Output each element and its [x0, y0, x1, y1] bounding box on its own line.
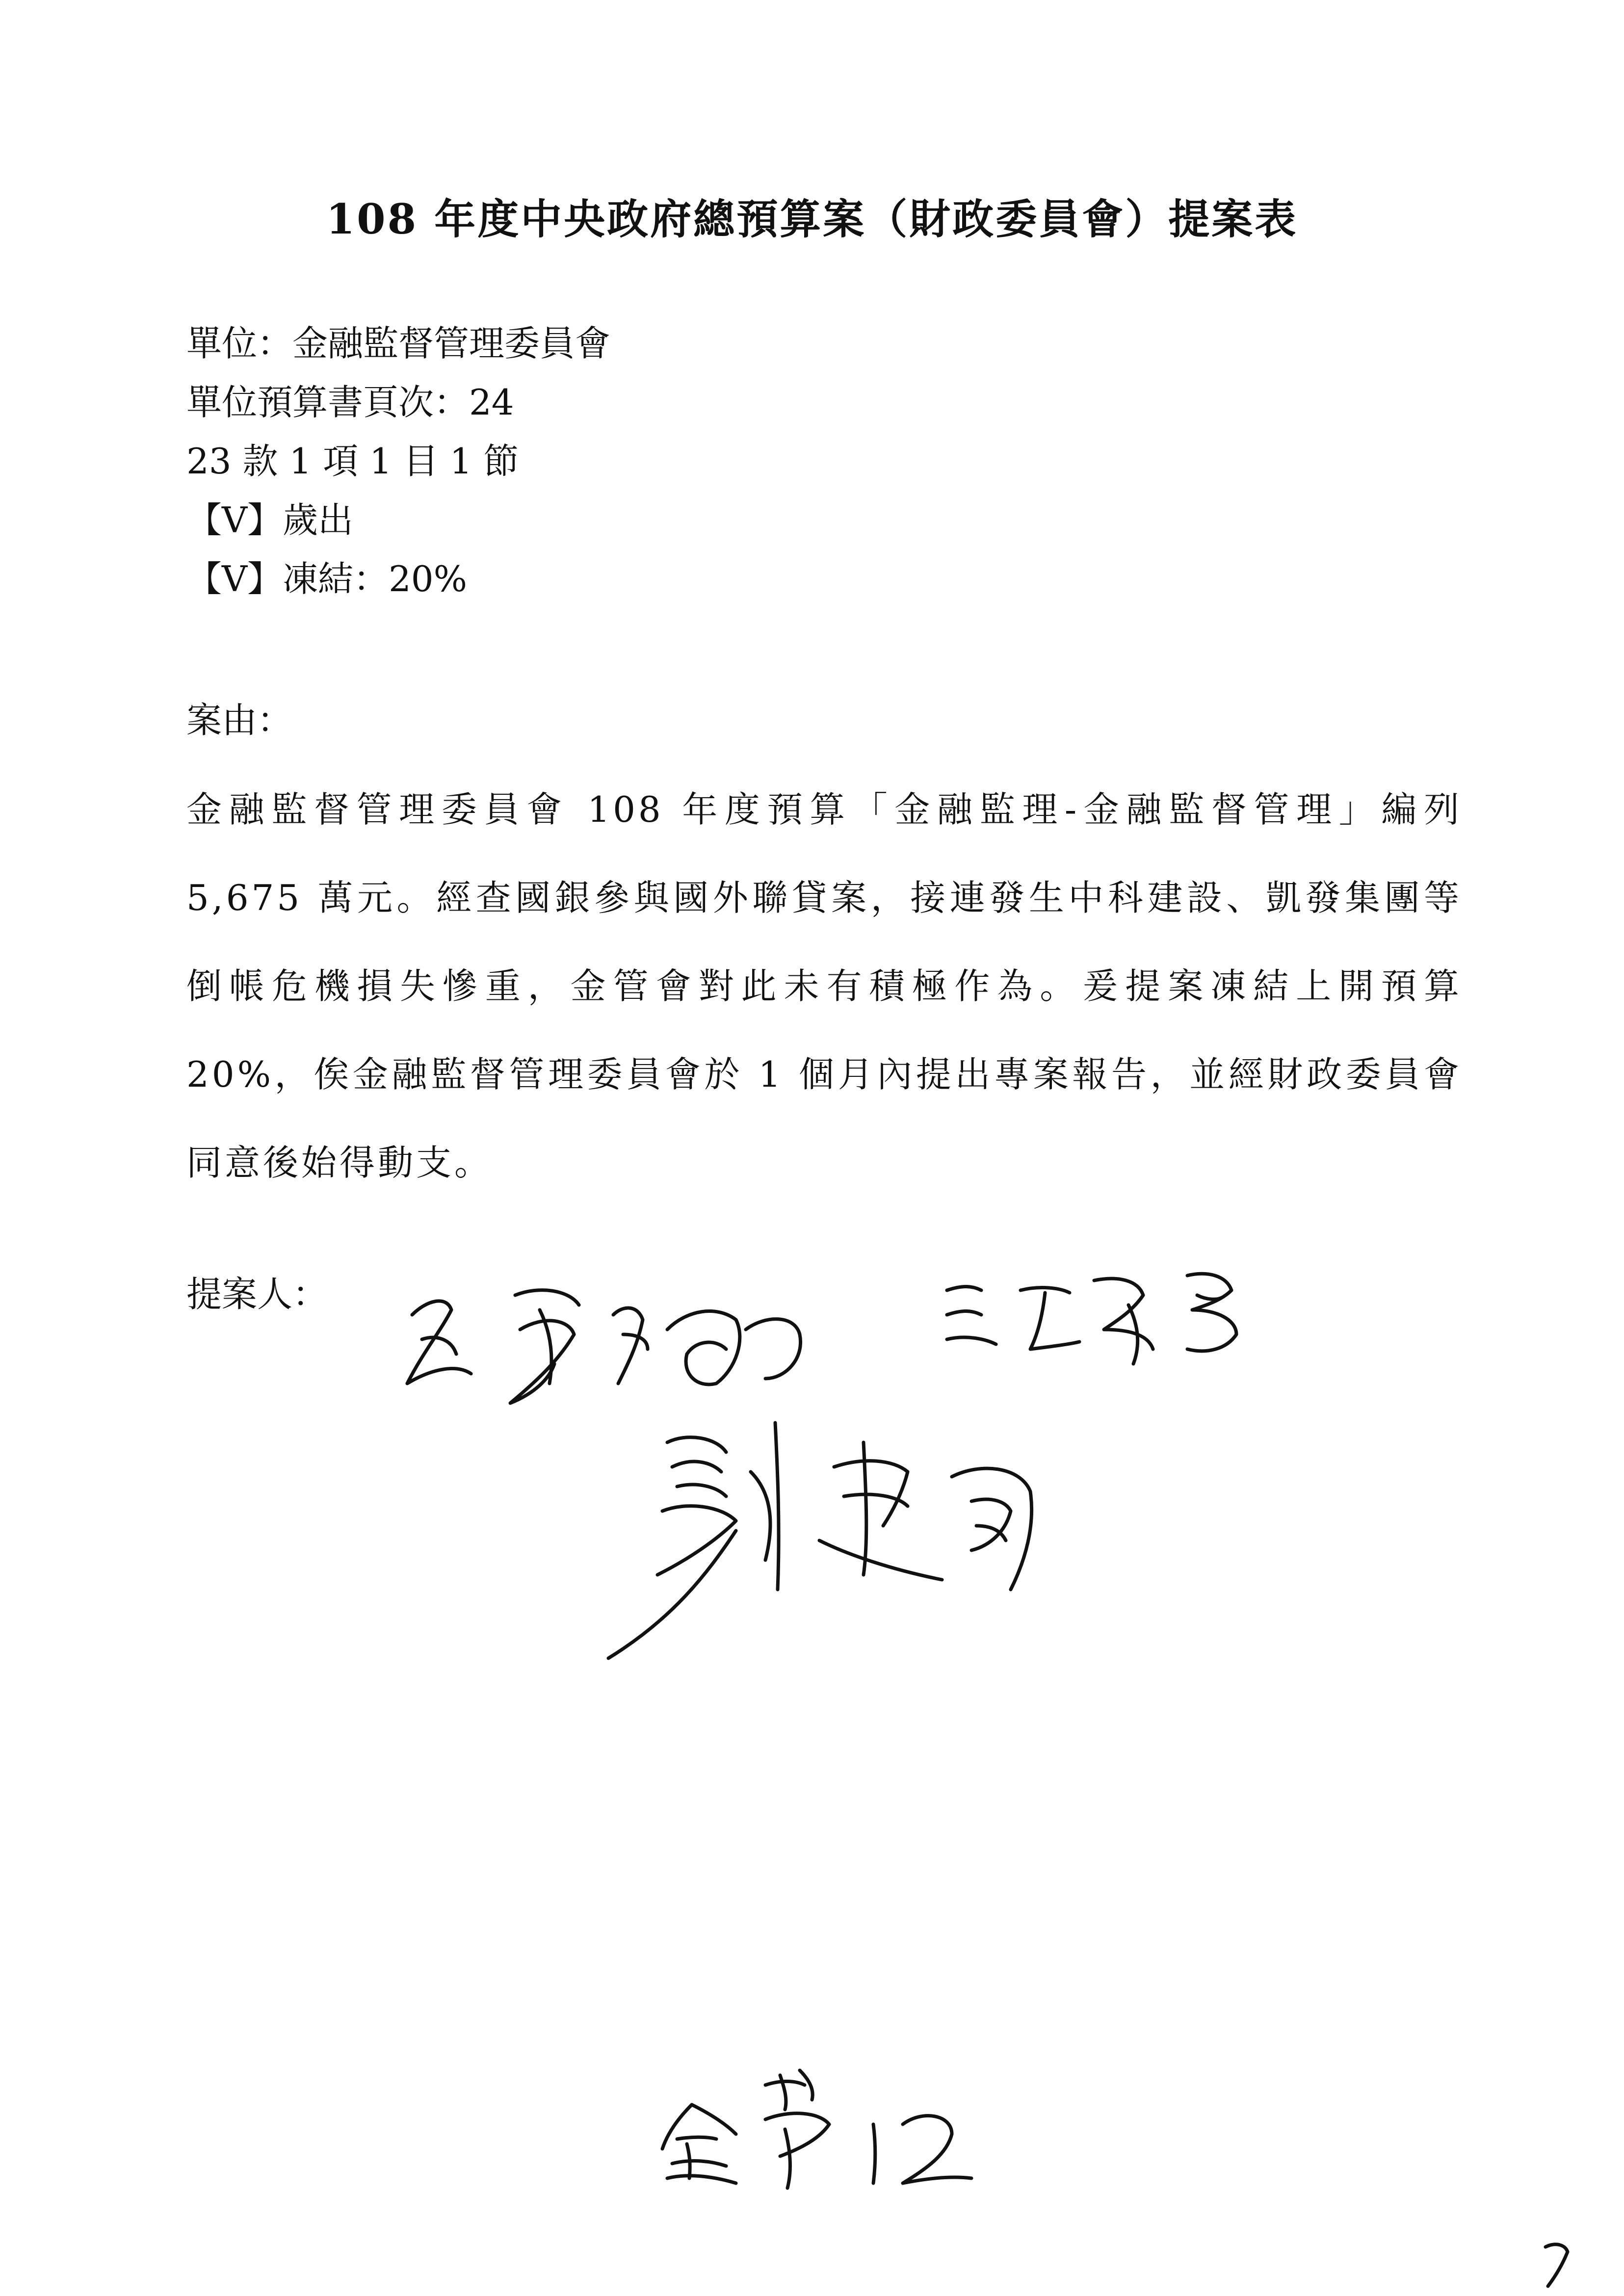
proposer-label: 提案人：	[186, 1274, 328, 1315]
signature-2	[932, 1246, 1276, 1374]
reason-label: 案由：	[186, 700, 293, 741]
page-number-drawing	[1541, 2237, 1575, 2291]
handwritten-stamp	[653, 2051, 986, 2198]
signature-3-drawing	[589, 1413, 1060, 1668]
budget-page-line: 單位預算書頁次：24	[186, 382, 514, 423]
reason-text: 金融監督管理委員會 108 年度預算「金融監理-金融監督管理」編列 5,675 萬元。經查國銀參與國外聯貸案，接連發生中科建設、凱發集團等倒帳危機損失慘重，金管會對此未有積極作為。爰提案凍結上開預算 20%，俟金融監督管理委員會於 1 個月內提出專案報告，並經財政委員會同意後始得動支。	[186, 789, 1462, 1183]
page-title: 108 年度中央政府總預算案（財政委員會）提案表	[326, 195, 1298, 243]
signature-3	[589, 1413, 1060, 1668]
page-number-mark	[1541, 2237, 1575, 2291]
stamp-drawing	[653, 2051, 986, 2198]
expenditure-checkbox-line: 【V】歲出	[186, 499, 353, 541]
proposal-meta	[186, 314, 610, 608]
signature-1	[393, 1256, 814, 1418]
freeze-checkbox-line: 【V】凍結：20%	[186, 558, 468, 600]
signature-1-drawing	[393, 1256, 814, 1418]
signature-2-drawing	[932, 1246, 1276, 1374]
unit-line: 單位：金融監督管理委員會	[186, 323, 611, 364]
budget-section-line: 23 款 1 項 1 目 1 節	[186, 441, 519, 482]
